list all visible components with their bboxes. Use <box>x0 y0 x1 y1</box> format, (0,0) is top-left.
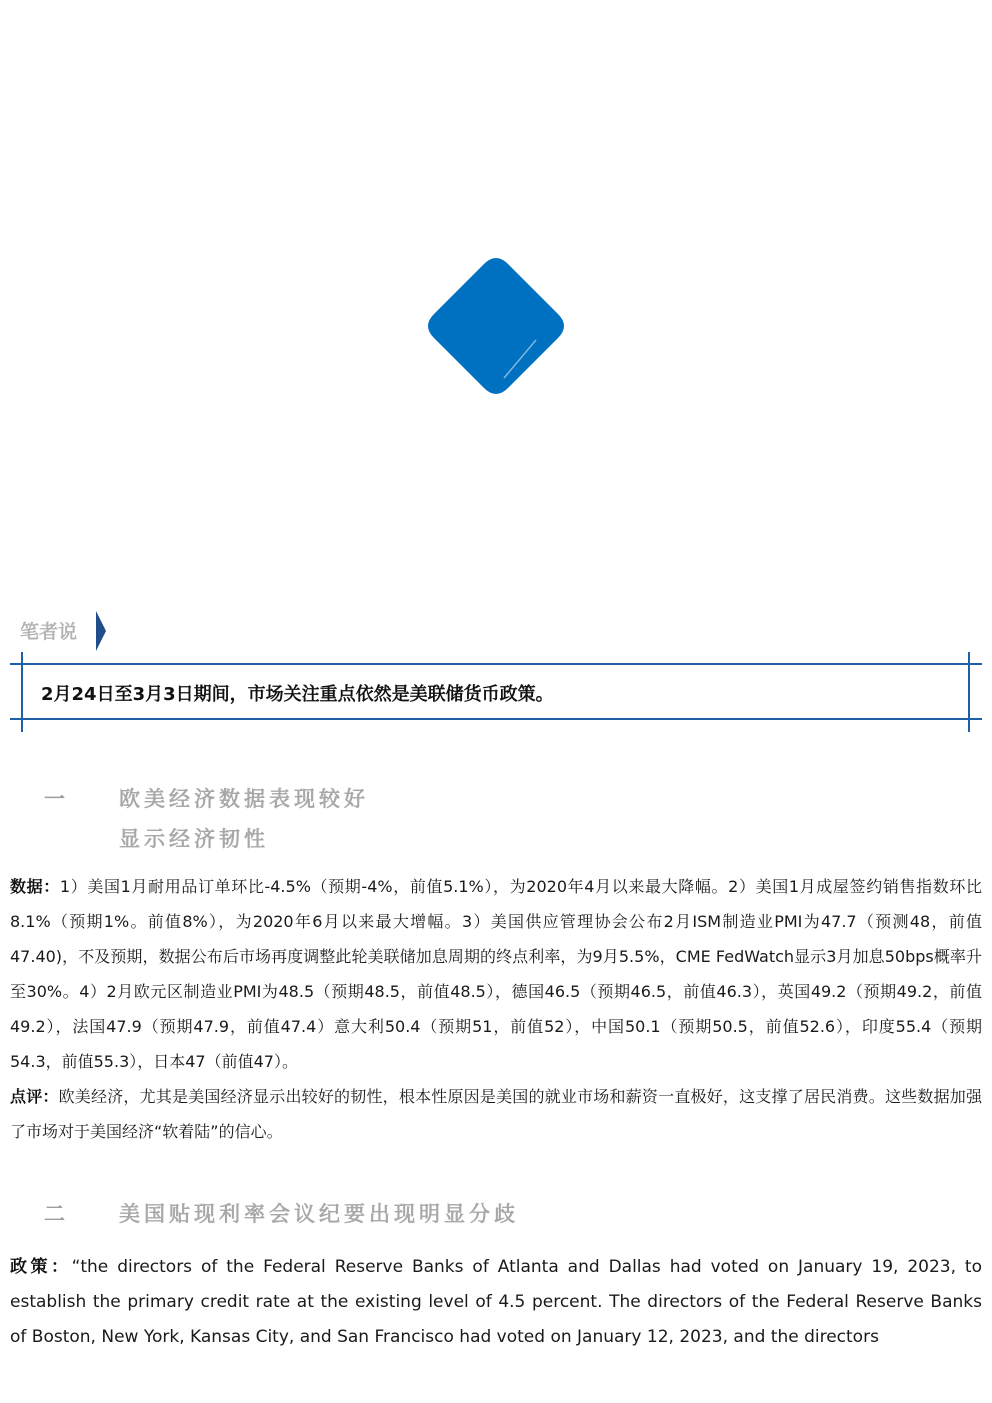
policy-text: “the directors of the Federal Reserve Banks of Atlanta and Dallas had voted on January 19, 2023, to establish the primary credit rate at the existing level of 4.5 percent. The directors of the Federal Reserve Banks of Boston, New York, Kansas City, and San Francisco had voted on January 12, 2023, and the directors <box>10 1257 983 1347</box>
comment-label: 点评： <box>10 1087 59 1106</box>
policy-label: 政策： <box>10 1257 72 1277</box>
data-label: 数据： <box>10 877 60 896</box>
data-text: 1）美国1月耐用品订单环比-4.5%（预期-4%，前值5.1%），为2020年4月以来最大降幅。2）美国1月成屋签约销售指数环比8.1%（预期1%。前值8%），为2020年6月以来最大增幅。3）美国供应管理协会公布2月ISM制造业PMI为47.7（预测48，前值47.40)，不及预期，数据公布后市场再度调整此轮美联储加息周期的终点利率，为9月5.5%，CME FedWatch显示3月加息50bps概率升至30%。4）2月欧元区制造业PMI为48.5（预期48.5，前值48.5），德国46.5（预期46.5，前值46.3），英国49.2（预期49.2，前值49.2），法国47.9（预期47.9，前值47.4）意大利50.4（预期51，前值52），中国50.1（预期50.5，前值52.6），印度55.4（预期54.3，前值55.3），日本47（前值47）。 <box>10 877 982 1071</box>
comment-paragraph <box>10 1079 982 1149</box>
section-title-1-line1: 欧美经济数据表现较好 <box>119 787 369 811</box>
section-number-1: 一 <box>44 787 65 811</box>
policy-paragraph <box>10 1250 982 1355</box>
data-paragraph <box>10 869 982 1079</box>
section-number-2: 二 <box>44 1202 65 1226</box>
lead-statement: 2月24日至3月3日期间，市场关注重点依然是美联储货币政策。 <box>41 684 554 705</box>
chevron-right-icon <box>95 611 107 651</box>
diamond-logo-icon <box>424 254 568 398</box>
section-title-1-line2: 显示经济韧性 <box>119 827 269 851</box>
author-tag-label: 笔者说 <box>20 621 78 643</box>
comment-text: 欧美经济，尤其是美国经济显示出较好的韧性，根本性原因是美国的就业市场和薪资一直极好，这支撑了居民消费。这些数据加强了市场对于美国经济“软着陆”的信心。 <box>10 1087 982 1141</box>
section-title-2: 美国贴现利率会议纪要出现明显分歧 <box>119 1202 519 1226</box>
